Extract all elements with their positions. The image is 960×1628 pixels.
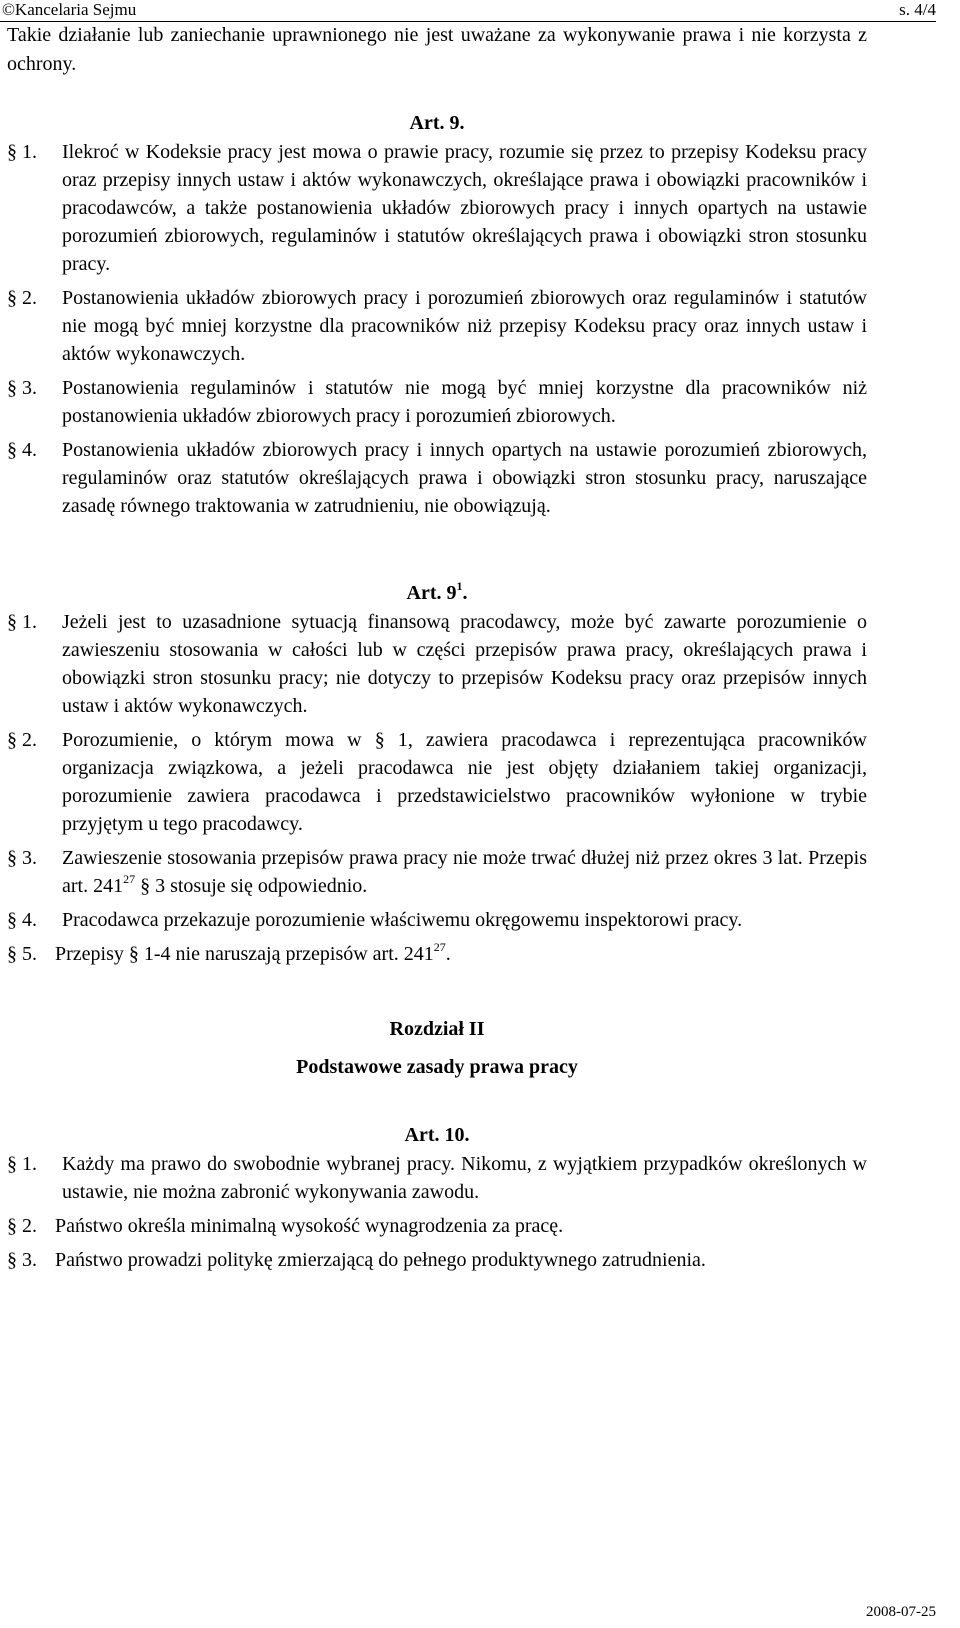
article-9-body <box>7 138 867 520</box>
paragraph-text: Przepisy § 1-4 nie naruszają przepisów art. 241 <box>55 943 434 965</box>
paragraph-text: Postanowienia układów zbiorowych pracy i innych opartych na ustawie porozumień zbiorowych, regulaminów oraz statutów określających prawa i obowiązki stron stosunku pracy, naruszające zasadę równego traktowania w zatrudnieniu, nie obowiązują. <box>62 439 867 517</box>
paragraph-number: § 4. <box>7 909 37 931</box>
document-body <box>7 21 867 1274</box>
paragraph-text: Państwo określa minimalną wysokość wynagrodzenia za pracę. <box>55 1215 564 1237</box>
header-copyright: ©Kancelaria Sejmu <box>2 0 137 19</box>
article-9-1-paragraph-3 <box>7 844 867 900</box>
paragraph-text: Jeżeli jest to uzasadnione sytuacją finansową pracodawcy, może być zawarte porozumienie o zawieszeniu stosowania w całości lub w części przepisów prawa pracy, określających prawa i obowiązki stron stosunku pracy; nie dotyczy to przepisów Kodeksu pracy oraz przepisów innych ustaw i aktów wykonawczych. <box>62 611 867 717</box>
paragraph-number: § 3. <box>7 377 37 399</box>
article-9-1-paragraph-2 <box>7 726 867 838</box>
article-superscript: 27 <box>433 940 446 954</box>
paragraph-number: § 1. <box>7 1153 37 1175</box>
article-10-paragraph-3 <box>7 1246 867 1274</box>
article-9-paragraph-3 <box>7 374 867 430</box>
article-9-1-title: Art. $9^1$. <box>406 579 468 604</box>
paragraph-text: Zawieszenie stosowania przepisów prawa pracy nie może trwać dłużej niż przez okres 3 lat. Przepis art. 241 <box>62 847 867 897</box>
paragraph-number: § 3. <box>7 847 37 869</box>
paragraph-number: § 4. <box>7 439 37 461</box>
article-9-title: Art. 9. <box>409 112 465 134</box>
article-10-title: Art. 10. <box>404 1124 470 1146</box>
paragraph-number: § 2. <box>7 729 37 751</box>
intro-paragraph: Takie działanie lub zaniechanie uprawnionego nie jest uważane za wykonywanie prawa i nie korzysta z ochrony. <box>7 24 867 75</box>
paragraph-number: § 1. <box>7 141 37 163</box>
paragraph-number: § 2. <box>7 287 37 309</box>
article-10-paragraph-1 <box>7 1150 867 1206</box>
page-header <box>0 0 960 22</box>
paragraph-text: . <box>445 943 451 965</box>
paragraph-number: § 5. <box>7 943 37 965</box>
article-10-paragraph-2 <box>7 1212 867 1240</box>
article-superscript: 27 <box>123 872 136 886</box>
paragraph-text: Ilekroć w Kodeksie pracy jest mowa o prawie pracy, rozumie się przez to przepisy Kodeksu pracy oraz przepisy innych ustaw i aktów wykonawczych, określające prawa i obowiązki pracowników i pracodawców, a także postanowienia układów zbiorowych pracy i innych opartych na ustawie porozumień zbiorowych, regulaminów i statutów określających prawa i obowiązki stron stosunku pracy. <box>62 141 867 275</box>
paragraph-text: Każdy ma prawo do swobodnie wybranej pracy. Nikomu, z wyjątkiem przypadków określonych w ustawie, nie można zabronić wykonywania zawodu. <box>62 1153 867 1203</box>
paragraph-number: § 1. <box>7 611 37 633</box>
paragraph-text: Pracodawca przekazuje porozumienie właściwemu okręgowemu inspektorowi pracy. <box>62 909 743 931</box>
paragraph-text: § 3 stosuje się odpowiednio. <box>135 875 368 897</box>
article-9-paragraph-2 <box>7 284 867 368</box>
article-10-body <box>7 1150 867 1274</box>
paragraph-text: Porozumienie, o którym mowa w § 1, zawiera pracodawca i reprezentująca pracowników organizacja związkowa, a jeżeli pracodawca nie jest objęty działaniem takiej organizacji, porozumienie zawiera pracodawca i przedstawicielstwo pracowników wyłonione w trybie przyjętym u tego pracodawcy. <box>62 729 867 835</box>
chapter-title: Podstawowe zasady prawa pracy <box>296 1056 578 1078</box>
article-superscript: 1 <box>456 579 463 593</box>
paragraph-number: § 3. <box>7 1249 37 1271</box>
article-9-1-paragraph-5 <box>7 940 867 968</box>
article-9-paragraph-1 <box>7 138 867 278</box>
article-9-1-paragraph-4 <box>7 906 867 934</box>
paragraph-text: Postanowienia układów zbiorowych pracy i porozumień zbiorowych oraz regulaminów i statutów nie mogą być mniej korzystne dla pracowników niż przepisy Kodeksu pracy oraz innych ustaw i aktów wykonawczych. <box>62 287 867 365</box>
article-9-1-paragraph-1 <box>7 608 867 720</box>
article-9-paragraph-4 <box>7 436 867 520</box>
header-page-number: s. 4/4 <box>899 0 936 19</box>
paragraph-text: Państwo prowadzi politykę zmierzającą do pełnego produktywnego zatrudnienia. <box>55 1249 706 1271</box>
chapter-number: Rozdział II <box>389 1018 485 1040</box>
paragraph-text: Postanowienia regulaminów i statutów nie mogą być mniej korzystne dla pracowników niż postanowienia układów zbiorowych pracy i porozumień zbiorowych. <box>62 377 867 427</box>
footer-date: 2008-07-25 <box>866 1604 936 1620</box>
article-9-1-body <box>7 608 867 968</box>
paragraph-number: § 2. <box>7 1215 37 1237</box>
